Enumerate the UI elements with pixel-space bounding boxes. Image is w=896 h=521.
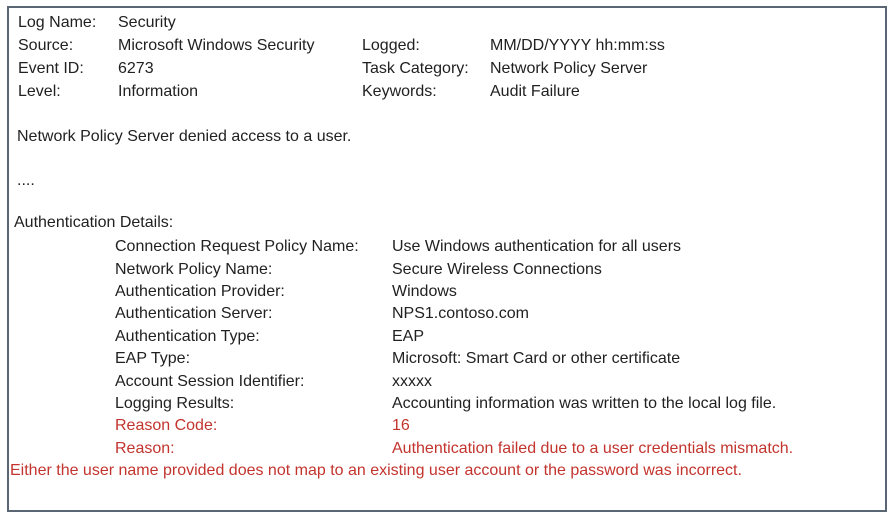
field-label: Source:: [18, 36, 74, 54]
event-field-row: [18, 57, 882, 80]
event-header: [18, 11, 882, 103]
detail-value: Windows: [392, 282, 457, 300]
field-label: Level:: [18, 82, 61, 100]
omitted-text-ellipsis: ....: [17, 172, 35, 189]
detail-value: xxxxx: [392, 372, 432, 390]
auth-detail-row: [115, 258, 888, 280]
field-label: Event ID:: [18, 59, 84, 77]
detail-label: EAP Type:: [115, 350, 191, 368]
detail-value: Secure Wireless Connections: [392, 260, 602, 278]
field-value: 6273: [118, 59, 154, 77]
authentication-details-table: [115, 236, 888, 460]
field-value: Security: [118, 13, 176, 31]
detail-label: Account Session Identifier:: [115, 372, 305, 390]
detail-value: NPS1.contoso.com: [392, 305, 529, 323]
auth-detail-row: [115, 326, 888, 348]
field-value: Audit Failure: [490, 82, 580, 100]
detail-value: 16: [392, 417, 410, 435]
auth-detail-row: [115, 370, 888, 392]
detail-value: Authentication failed due to a user credentials mismatch.: [392, 439, 794, 457]
auth-detail-row: [115, 393, 888, 415]
event-field-row: [18, 11, 882, 34]
field-label: Log Name:: [18, 13, 97, 31]
detail-label: Authentication Type:: [115, 327, 260, 345]
event-field-row: [18, 80, 882, 103]
detail-label: Authentication Server:: [115, 305, 273, 323]
detail-label: Authentication Provider:: [115, 282, 285, 300]
detail-value: EAP: [392, 327, 425, 345]
field-value: MM/DD/YYYY hh:mm:ss: [490, 36, 665, 54]
detail-label: Reason:: [115, 439, 175, 457]
auth-detail-row: [115, 438, 888, 460]
detail-label: Reason Code:: [115, 417, 218, 435]
detail-value: Accounting information was written to the local log file.: [392, 394, 777, 412]
auth-detail-row: [115, 415, 888, 437]
authentication-details-heading: Authentication Details:: [14, 214, 174, 231]
detail-label: Connection Request Policy Name:: [115, 238, 359, 256]
field-value: Network Policy Server: [490, 59, 648, 77]
detail-value: Microsoft: Smart Card or other certificate: [392, 350, 681, 368]
detail-label: Network Policy Name:: [115, 260, 273, 278]
field-label: Keywords:: [362, 82, 437, 100]
field-label: Task Category:: [362, 59, 469, 77]
event-field-row: [18, 34, 882, 57]
auth-detail-row: [115, 236, 888, 258]
auth-detail-row: [115, 303, 888, 325]
auth-detail-row: [115, 348, 888, 370]
detail-label: Logging Results:: [115, 394, 235, 412]
reason-explanation-text: Either the user name provided does not map to an existing user account or the password was incorrect.: [10, 462, 742, 479]
auth-detail-row: [115, 281, 888, 303]
field-value: Microsoft Windows Security: [118, 36, 315, 54]
event-description: Network Policy Server denied access to a user.: [17, 128, 352, 145]
field-value: Information: [118, 82, 199, 100]
detail-value: Use Windows authentication for all users: [392, 238, 682, 256]
field-label: Logged:: [362, 36, 420, 54]
